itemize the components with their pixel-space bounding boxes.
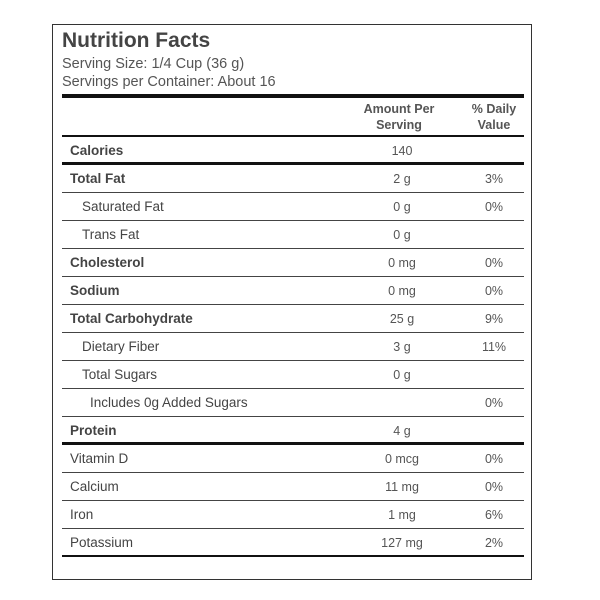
nutrient-name: Saturated Fat xyxy=(82,199,164,214)
nutrient-name: Total Carbohydrate xyxy=(70,311,193,326)
nutrient-name: Sodium xyxy=(70,283,120,298)
nutrient-amount: 140 xyxy=(391,144,413,158)
nutrient-amount: 25 g xyxy=(389,312,415,326)
nutrient-row-calcium xyxy=(62,473,524,501)
nutrient-daily-value: 0% xyxy=(484,200,504,214)
nutrient-row-potassium xyxy=(62,529,524,557)
nutrient-amount: 0 g xyxy=(393,368,411,382)
nutrient-amount: 0 g xyxy=(393,200,411,214)
nutrient-daily-value: 0% xyxy=(484,284,504,298)
nutrient-row-cholesterol xyxy=(62,249,524,277)
label-title: Nutrition Facts xyxy=(62,29,211,52)
nutrient-daily-value: 6% xyxy=(484,508,504,522)
nutrient-name: Includes 0g Added Sugars xyxy=(90,395,248,410)
nutrient-daily-value: 3% xyxy=(484,172,504,186)
nutrient-row-calories xyxy=(62,137,524,165)
nutrient-amount: 11 mg xyxy=(385,480,419,494)
nutrient-row-trans-fat xyxy=(62,221,524,249)
nutrient-name: Calories xyxy=(70,143,124,158)
nutrient-name: Vitamin D xyxy=(70,451,129,466)
nutrient-row-vitamin-d xyxy=(62,445,524,473)
nutrient-amount: 0 mg xyxy=(388,284,416,298)
nutrient-daily-value: 0% xyxy=(484,256,504,270)
nutrient-amount: 4 g xyxy=(393,424,411,438)
nutrient-daily-value: 9% xyxy=(484,312,504,326)
nutrient-row-dietary-fiber xyxy=(62,333,524,361)
nutrient-amount: 3 g xyxy=(393,340,411,354)
nutrient-daily-value: 11% xyxy=(481,340,507,354)
nutrient-amount: 0 mcg xyxy=(384,452,420,466)
nutrient-table xyxy=(62,137,524,557)
nutrient-name: Total Sugars xyxy=(82,367,158,382)
nutrient-row-total-fat xyxy=(62,165,524,193)
nutrient-daily-value: 0% xyxy=(484,480,504,494)
nutrient-name: Cholesterol xyxy=(70,255,145,270)
nutrient-row-saturated-fat xyxy=(62,193,524,221)
nutrient-name: Total Fat xyxy=(70,171,126,186)
nutrient-amount: 0 mg xyxy=(388,256,416,270)
servings-per-container: Servings per Container: About 16 xyxy=(62,74,276,90)
nutrient-row-added-sugars xyxy=(62,389,524,417)
nutrient-row-total-carbohydrate xyxy=(62,305,524,333)
nutrient-row-total-sugars xyxy=(62,361,524,389)
amount-per-serving-header: Amount Per Serving xyxy=(363,102,435,132)
nutrient-amount: 127 mg xyxy=(381,536,423,550)
nutrient-amount: 0 g xyxy=(393,228,411,242)
nutrient-daily-value: 0% xyxy=(484,396,504,410)
nutrient-name: Dietary Fiber xyxy=(82,339,160,354)
nutrient-daily-value: 0% xyxy=(484,452,504,466)
nutrient-daily-value: 2% xyxy=(484,536,504,550)
percent-daily-value-header: % Daily Value xyxy=(471,102,517,132)
nutrient-row-protein xyxy=(62,417,524,445)
nutrient-amount: 1 mg xyxy=(388,508,416,522)
nutrition-facts-label xyxy=(52,24,532,580)
nutrient-row-iron xyxy=(62,501,524,529)
nutrient-name: Potassium xyxy=(70,535,134,550)
top-thick-rule xyxy=(62,94,524,98)
nutrient-name: Calcium xyxy=(70,479,119,494)
nutrient-row-sodium xyxy=(62,277,524,305)
nutrient-name: Trans Fat xyxy=(82,227,140,242)
nutrient-name: Iron xyxy=(70,507,94,522)
nutrient-amount: 2 g xyxy=(393,172,411,186)
nutrient-name: Protein xyxy=(70,423,117,438)
serving-size: Serving Size: 1/4 Cup (36 g) xyxy=(62,56,245,72)
